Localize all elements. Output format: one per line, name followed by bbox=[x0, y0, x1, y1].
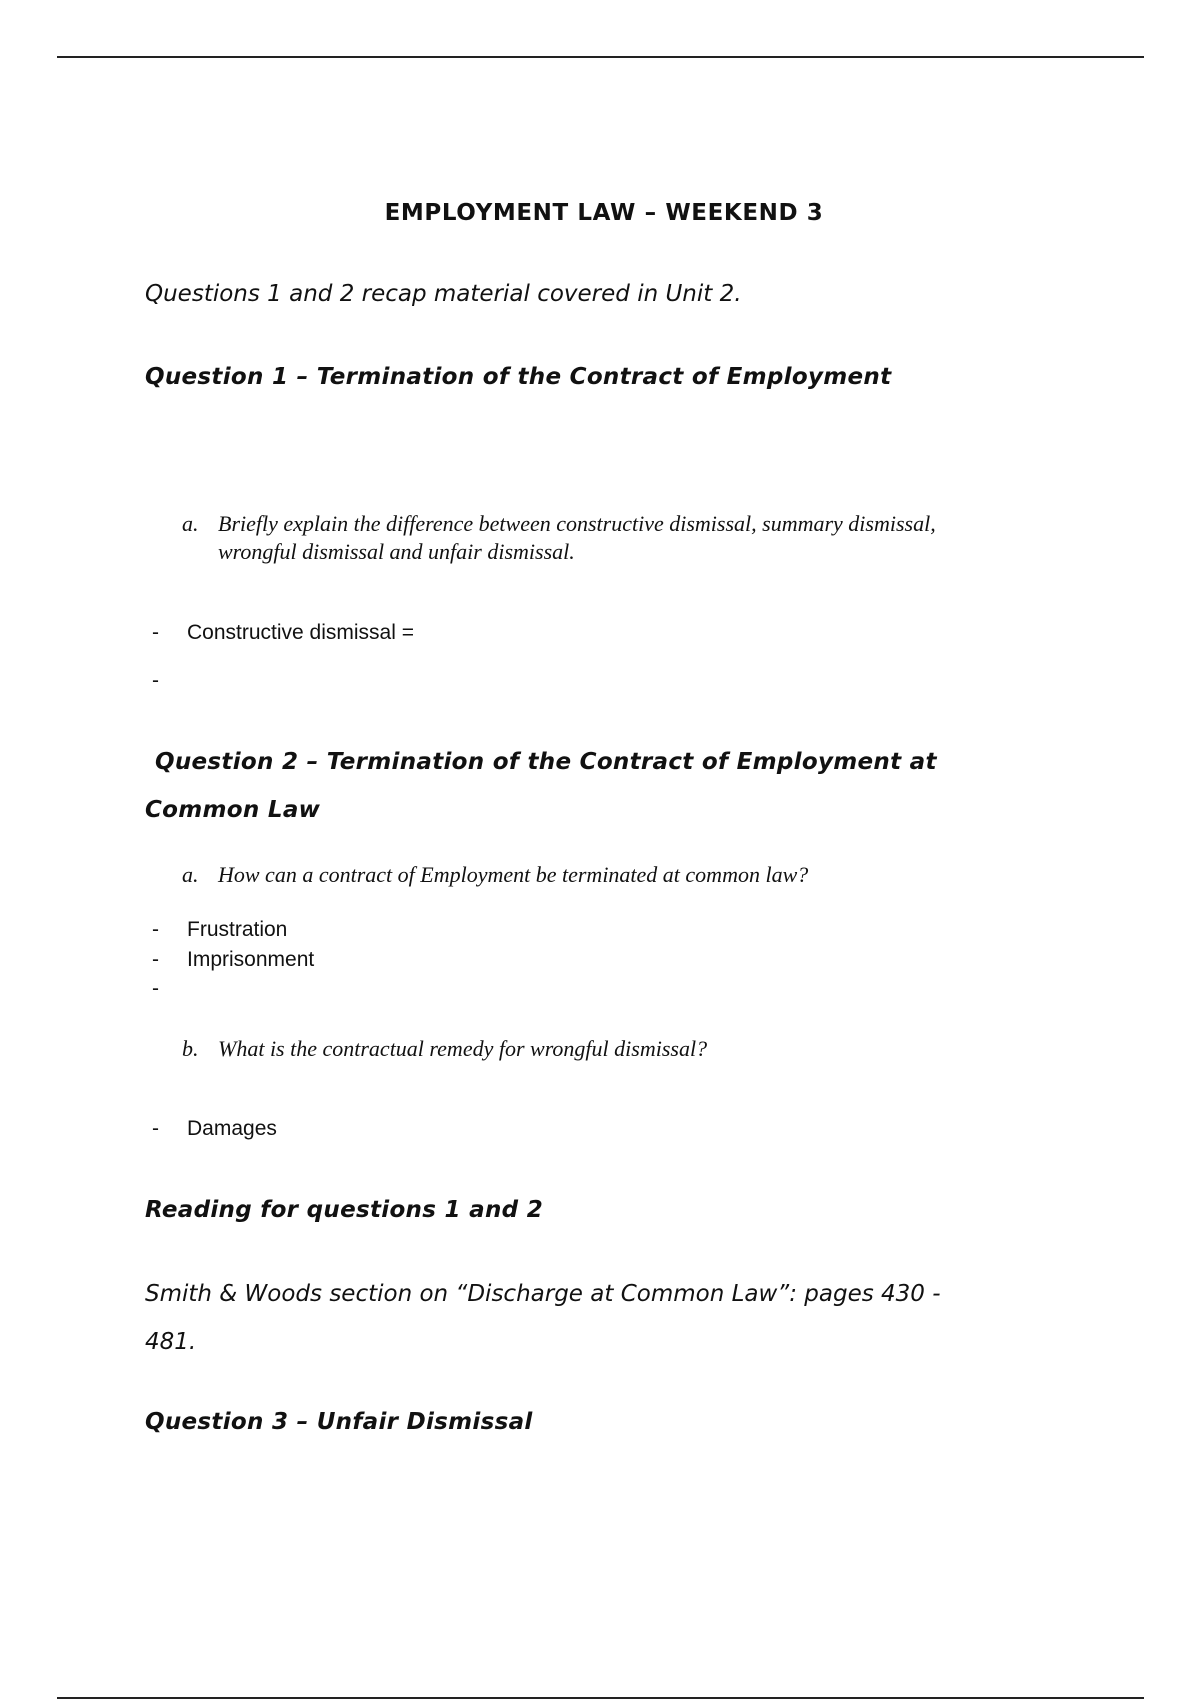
question-2-heading-line-2: Common Law bbox=[145, 797, 321, 823]
part-text-line-2: wrongful dismissal and unfair dismissal. bbox=[218, 539, 575, 564]
reading-text-line-1: Smith & Woods section on “Discharge at Common Law”: pages 430 - bbox=[145, 1281, 941, 1307]
reading-text bbox=[145, 1270, 941, 1366]
dash-marker: - bbox=[152, 1117, 159, 1140]
question-1-part-a bbox=[182, 510, 1062, 570]
dash-marker: - bbox=[152, 669, 159, 692]
part-text bbox=[218, 510, 1018, 566]
dash-marker: - bbox=[152, 918, 159, 941]
part-text: How can a contract of Employment be terminated at common law? bbox=[218, 862, 809, 887]
reading-text-line-2: 481. bbox=[145, 1329, 197, 1355]
part-letter: a. bbox=[182, 862, 199, 887]
part-text: What is the contractual remedy for wrongful dismissal? bbox=[218, 1036, 708, 1061]
top-page-rule bbox=[57, 56, 1144, 58]
question-3-heading: Question 3 – Unfair Dismissal bbox=[145, 1409, 533, 1435]
bottom-page-rule bbox=[57, 1697, 1144, 1699]
question-1-heading: Question 1 – Termination of the Contract of Employment bbox=[145, 364, 892, 390]
part-text-line-1: Briefly explain the difference between constructive dismissal, summary dismissal, bbox=[218, 511, 936, 536]
dash-marker: - bbox=[152, 977, 159, 1000]
list-item-text: Damages bbox=[187, 1117, 277, 1140]
dash-marker: - bbox=[152, 621, 159, 644]
question-2-part-a bbox=[182, 861, 1062, 891]
question-2-part-b bbox=[182, 1035, 1062, 1065]
list-item-text: Constructive dismissal = bbox=[187, 621, 414, 644]
question-2-heading-line-1: Question 2 – Termination of the Contract of Employment at bbox=[155, 749, 937, 775]
reading-heading: Reading for questions 1 and 2 bbox=[145, 1197, 543, 1223]
part-letter: b. bbox=[182, 1036, 199, 1061]
part-letter: a. bbox=[182, 511, 199, 536]
list-item-text: Frustration bbox=[187, 918, 288, 941]
intro-text: Questions 1 and 2 recap material covered in Unit 2. bbox=[145, 281, 742, 307]
dash-marker: - bbox=[152, 948, 159, 971]
list-item-text: Imprisonment bbox=[187, 948, 315, 971]
document-title: EMPLOYMENT LAW – WEEKEND 3 bbox=[384, 200, 824, 226]
